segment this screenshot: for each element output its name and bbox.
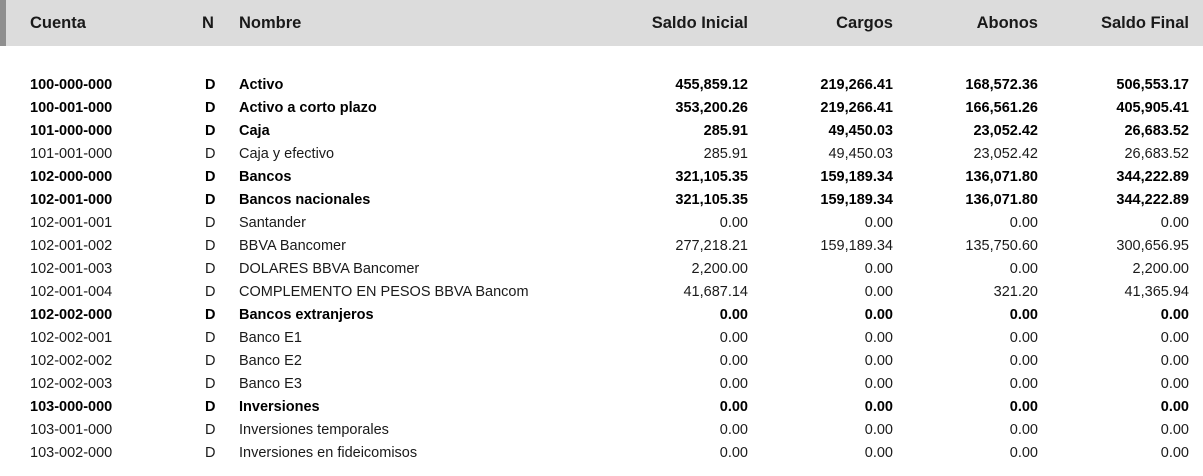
cell-cuenta: 103-002-000 — [30, 444, 113, 461]
cell-abonos: 0.00 — [1009, 352, 1038, 369]
cell-saldo-final: 0.00 — [1160, 444, 1189, 461]
cell-cargos: 0.00 — [864, 421, 893, 438]
table-row[interactable] — [0, 142, 1203, 165]
cell-n: D — [205, 375, 216, 392]
cell-nombre: Caja y efectivo — [239, 145, 335, 162]
cell-saldo-final: 0.00 — [1160, 329, 1189, 346]
cell-cuenta: 101-001-000 — [30, 145, 113, 162]
cell-n: D — [205, 306, 216, 323]
cell-saldo-final: 344,222.89 — [1116, 191, 1189, 208]
cell-cargos: 0.00 — [864, 260, 893, 277]
cell-cargos: 0.00 — [864, 283, 893, 300]
cell-saldo-inicial: 0.00 — [719, 398, 748, 415]
cell-n: D — [205, 444, 216, 461]
cell-n: D — [205, 260, 216, 277]
cell-n: D — [205, 352, 216, 369]
cell-saldo-final: 0.00 — [1160, 306, 1189, 323]
cell-saldo-final: 0.00 — [1160, 398, 1189, 415]
table-row[interactable] — [0, 326, 1203, 349]
cell-cargos: 49,450.03 — [828, 145, 893, 162]
cell-saldo-inicial: 285.91 — [703, 145, 748, 162]
header-left-edge — [0, 0, 6, 46]
cell-n: D — [205, 191, 216, 208]
cell-saldo-inicial: 285.91 — [703, 122, 748, 139]
cell-cargos: 159,189.34 — [820, 168, 893, 185]
table-row[interactable] — [0, 257, 1203, 280]
cell-abonos: 0.00 — [1009, 421, 1038, 438]
cell-n: D — [205, 283, 216, 300]
cell-saldo-final: 2,200.00 — [1132, 260, 1189, 277]
cell-nombre: Activo — [239, 76, 284, 93]
cell-cuenta: 103-000-000 — [30, 398, 113, 415]
cell-saldo-final: 0.00 — [1160, 421, 1189, 438]
cell-nombre: Bancos — [239, 168, 292, 185]
cell-saldo-inicial: 353,200.26 — [675, 99, 748, 116]
cell-cargos: 219,266.41 — [820, 99, 893, 116]
cell-cuenta: 103-001-000 — [30, 421, 113, 438]
cell-nombre: DOLARES BBVA Bancomer — [239, 260, 420, 277]
cell-saldo-inicial: 0.00 — [719, 421, 748, 438]
table-header — [0, 0, 1203, 46]
cell-nombre: Caja — [239, 122, 270, 139]
cell-saldo-inicial: 0.00 — [719, 444, 748, 461]
cell-cuenta: 100-000-000 — [30, 76, 113, 93]
cell-abonos: 0.00 — [1009, 375, 1038, 392]
cell-saldo-final: 506,553.17 — [1116, 76, 1189, 93]
cell-n: D — [205, 421, 216, 438]
cell-abonos: 168,572.36 — [965, 76, 1038, 93]
cell-abonos: 23,052.42 — [973, 145, 1038, 162]
cell-cuenta: 102-002-000 — [30, 306, 113, 323]
cell-nombre: Santander — [239, 214, 306, 231]
cell-saldo-final: 41,365.94 — [1124, 283, 1189, 300]
spacer-cell — [0, 46, 1203, 73]
cell-nombre: COMPLEMENTO EN PESOS BBVA Bancom — [239, 283, 529, 300]
table-row[interactable] — [0, 418, 1203, 441]
table-row[interactable] — [0, 119, 1203, 142]
cell-nombre: Bancos extranjeros — [239, 306, 374, 323]
cell-nombre: Banco E3 — [239, 375, 302, 392]
cell-nombre: Activo a corto plazo — [239, 99, 377, 116]
cell-nombre: Banco E1 — [239, 329, 302, 346]
cell-n: D — [205, 398, 216, 415]
table-row[interactable] — [0, 372, 1203, 395]
cell-saldo-final: 300,656.95 — [1116, 237, 1189, 254]
table-row[interactable] — [0, 303, 1203, 326]
cell-cuenta: 101-000-000 — [30, 122, 113, 139]
cell-cuenta: 102-001-003 — [30, 260, 113, 277]
table-row[interactable] — [0, 73, 1203, 96]
cell-abonos: 0.00 — [1009, 306, 1038, 323]
column-header-abonos[interactable]: Abonos — [976, 13, 1038, 32]
table-row[interactable] — [0, 234, 1203, 257]
cell-saldo-final: 26,683.52 — [1124, 122, 1189, 139]
cell-cuenta: 102-002-002 — [30, 352, 113, 369]
cell-saldo-final: 344,222.89 — [1116, 168, 1189, 185]
cell-nombre: Inversiones — [239, 398, 320, 415]
cell-saldo-final: 405,905.41 — [1116, 99, 1189, 116]
column-header-cargos[interactable]: Cargos — [836, 13, 893, 32]
cell-abonos: 136,071.80 — [965, 168, 1038, 185]
cell-abonos: 0.00 — [1009, 398, 1038, 415]
cell-cargos: 0.00 — [864, 306, 893, 323]
column-header-saldo-inicial[interactable]: Saldo Inicial — [651, 13, 748, 32]
cell-cargos: 0.00 — [864, 352, 893, 369]
cell-cuenta: 102-002-001 — [30, 329, 113, 346]
table-row[interactable] — [0, 96, 1203, 119]
cell-n: D — [205, 214, 216, 231]
cell-saldo-inicial: 321,105.35 — [675, 191, 748, 208]
table-row[interactable] — [0, 441, 1203, 464]
cell-cargos: 0.00 — [864, 444, 893, 461]
cell-cuenta: 102-001-001 — [30, 214, 113, 231]
cell-nombre: Inversiones en fideicomisos — [239, 444, 418, 461]
column-header-n[interactable]: N — [202, 13, 214, 32]
cell-nombre: Bancos nacionales — [239, 191, 371, 208]
header-row — [0, 0, 1203, 46]
cell-abonos: 166,561.26 — [965, 99, 1038, 116]
cell-cargos: 0.00 — [864, 398, 893, 415]
cell-n: D — [205, 99, 216, 116]
table-row[interactable] — [0, 280, 1203, 303]
cell-abonos: 135,750.60 — [965, 237, 1038, 254]
cell-cuenta: 102-000-000 — [30, 168, 113, 185]
cell-saldo-inicial: 321,105.35 — [675, 168, 748, 185]
column-header-saldo-final[interactable]: Saldo Final — [1100, 13, 1189, 32]
cell-abonos: 136,071.80 — [965, 191, 1038, 208]
cell-cuenta: 102-001-002 — [30, 237, 113, 254]
cell-saldo-inicial: 0.00 — [719, 214, 748, 231]
cell-cargos: 159,189.34 — [820, 237, 893, 254]
cell-cargos: 49,450.03 — [828, 122, 893, 139]
cell-saldo-inicial: 0.00 — [719, 352, 748, 369]
cell-cargos: 0.00 — [864, 329, 893, 346]
cell-n: D — [205, 237, 216, 254]
cell-saldo-final: 0.00 — [1160, 375, 1189, 392]
cell-n: D — [205, 122, 216, 139]
cell-saldo-inicial: 0.00 — [719, 329, 748, 346]
cell-cargos: 0.00 — [864, 375, 893, 392]
cell-abonos: 321.20 — [993, 283, 1038, 300]
table-row[interactable] — [0, 395, 1203, 418]
column-header-cuenta[interactable]: Cuenta — [30, 13, 86, 32]
cell-saldo-final: 0.00 — [1160, 214, 1189, 231]
cell-nombre: BBVA Bancomer — [239, 237, 346, 254]
cell-abonos: 0.00 — [1009, 329, 1038, 346]
cell-n: D — [205, 329, 216, 346]
table-row[interactable] — [0, 165, 1203, 188]
spacer-row — [0, 46, 1203, 73]
cell-n: D — [205, 168, 216, 185]
cell-saldo-inicial: 0.00 — [719, 375, 748, 392]
cell-cargos: 0.00 — [864, 214, 893, 231]
cell-cuenta: 102-002-003 — [30, 375, 113, 392]
table-row[interactable] — [0, 211, 1203, 234]
cell-abonos: 23,052.42 — [973, 122, 1038, 139]
cell-n: D — [205, 145, 216, 162]
cell-saldo-inicial: 41,687.14 — [683, 283, 748, 300]
cell-cuenta: 102-001-004 — [30, 283, 113, 300]
table-row[interactable] — [0, 349, 1203, 372]
cell-saldo-inicial: 2,200.00 — [691, 260, 748, 277]
cell-nombre: Banco E2 — [239, 352, 302, 369]
cell-cargos: 159,189.34 — [820, 191, 893, 208]
cell-abonos: 0.00 — [1009, 444, 1038, 461]
cell-n: D — [205, 76, 216, 93]
cell-saldo-inicial: 0.00 — [719, 306, 748, 323]
cell-abonos: 0.00 — [1009, 214, 1038, 231]
cell-saldo-inicial: 455,859.12 — [675, 76, 748, 93]
cell-saldo-final: 0.00 — [1160, 352, 1189, 369]
table-row[interactable] — [0, 188, 1203, 211]
cell-cuenta: 102-001-000 — [30, 191, 113, 208]
cell-saldo-final: 26,683.52 — [1124, 145, 1189, 162]
cell-nombre: Inversiones temporales — [239, 421, 389, 438]
cell-saldo-inicial: 277,218.21 — [675, 237, 748, 254]
table-body — [0, 46, 1203, 464]
cell-abonos: 0.00 — [1009, 260, 1038, 277]
column-header-nombre[interactable]: Nombre — [239, 13, 302, 32]
cell-cargos: 219,266.41 — [820, 76, 893, 93]
cell-cuenta: 100-001-000 — [30, 99, 113, 116]
